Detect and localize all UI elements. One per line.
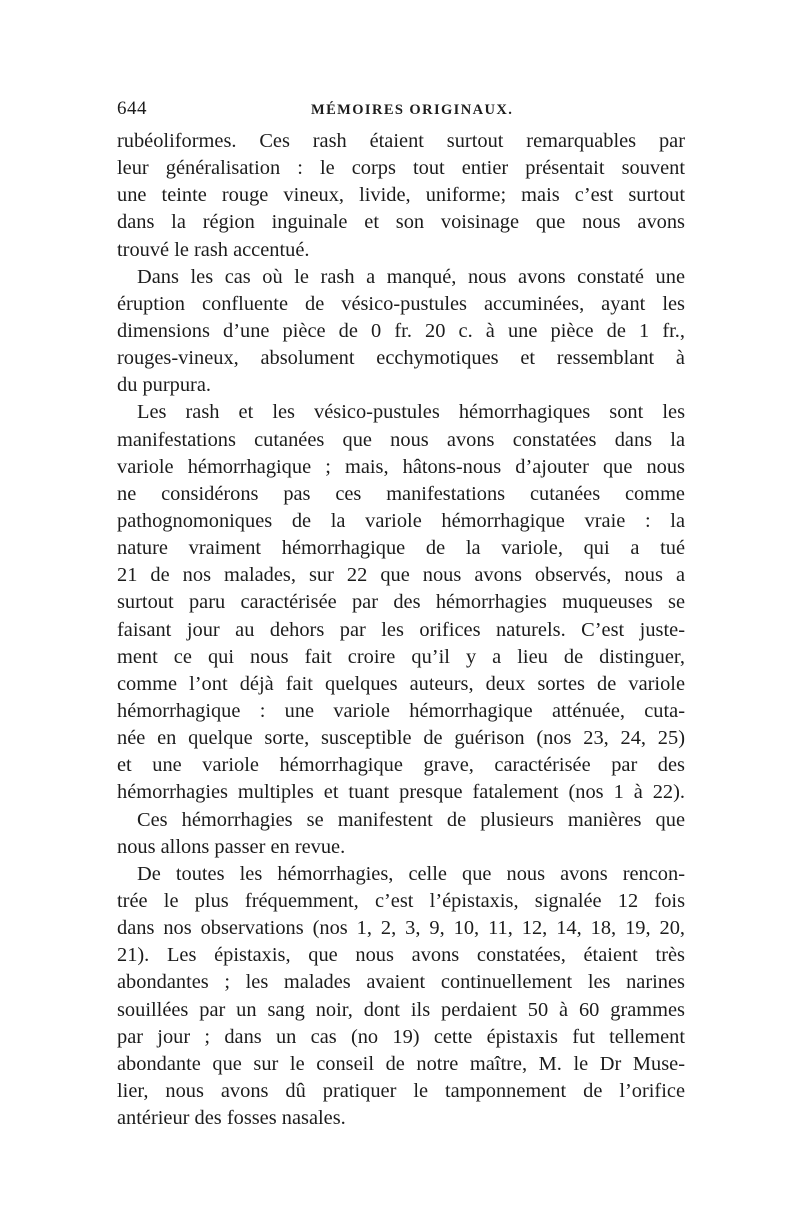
text-line: Dans les cas où le rash a manqué, nous avons constaté une (137, 265, 685, 288)
text-line: rouges-vineux, absolument ecchymotiques et ressemblant à (117, 347, 685, 370)
text-line: nature vraiment hémorrhagique de la variole, qui a tué (117, 537, 685, 560)
text-line: 21 de nos malades, sur 22 que nous avons observés, nous a (117, 564, 685, 587)
text-line: surtout paru caractérisée par des hémorrhagies muqueuses se (117, 591, 685, 614)
text-line: Les rash et les vésico-pustules hémorrhagiques sont les (137, 401, 685, 424)
text-line: variole hémorrhagique ; mais, hâtons-nous d’ajouter que nous (117, 455, 685, 478)
text-line: ne considérons pas ces manifestations cutanées comme (117, 482, 685, 505)
text-line: 21). Les épistaxis, que nous avons constatées, étaient très (117, 944, 685, 967)
text-line: trée le plus fréquemment, c’est l’épistaxis, signalée 12 fois (117, 889, 685, 912)
text-line: comme l’ont déjà fait quelques auteurs, deux sortes de variole (117, 672, 685, 695)
text-line: dans nos observations (nos 1, 2, 3, 9, 10, 11, 12, 14, 18, 19, 20, (117, 917, 685, 940)
text-line: antérieur des fosses nasales. (117, 1107, 346, 1130)
text-line: pathognomoniques de la variole hémorrhagique vraie : la (117, 509, 685, 532)
text-line: et une variole hémorrhagique grave, caractérisée par des (117, 754, 685, 777)
text-line: leur généralisation : le corps tout entier présentait souvent (117, 157, 685, 180)
text-line: lier, nous avons dû pratiquer le tamponnement de l’orifice (117, 1079, 685, 1102)
text-line: nous allons passer en revue. (117, 835, 346, 858)
text-line: Ces hémorrhagies se manifestent de plusieurs manières que (137, 808, 685, 831)
page-number: 644 (117, 98, 147, 119)
page-header (117, 96, 685, 122)
text-line: hémorrhagique : une variole hémorrhagique atténuée, cuta- (117, 699, 685, 722)
text-line: abondantes ; les malades avaient continuellement les narines (117, 971, 685, 994)
running-title: MÉMOIRES ORIGINAUX. (311, 102, 514, 118)
text-line: manifestations cutanées que nous avons constatées dans la (117, 428, 685, 451)
text-line: une teinte rouge vineux, livide, uniforme; mais c’est surtout (117, 184, 685, 207)
text-line: rubéoliformes. Ces rash étaient surtout remarquables par (117, 130, 685, 152)
text-line: De toutes les hémorrhagies, celle que nous avons rencon- (137, 862, 685, 885)
body-text (117, 128, 685, 1132)
text-line: abondante que sur le conseil de notre maître, M. le Dr Muse- (117, 1052, 685, 1075)
text-line: par jour ; dans un cas (no 19) cette épistaxis fut tellement (117, 1025, 685, 1048)
text-line: dans la région inguinale et son voisinage que nous avons (117, 211, 685, 234)
text-line: hémorrhagies multiples et tuant presque fatalement (nos 1 à 22). (117, 781, 685, 804)
text-line: dimensions d’une pièce de 0 fr. 20 c. à une pièce de 1 fr., (117, 319, 685, 342)
text-line: éruption confluente de vésico-pustules accuminées, ayant les (117, 292, 685, 315)
text-line: souillées par un sang noir, dont ils perdaient 50 à 60 grammes (117, 998, 685, 1021)
text-line: trouvé le rash accentué. (117, 238, 310, 261)
text-line: ment ce qui nous fait croire qu’il y a lieu de distinguer, (117, 645, 685, 668)
text-line: faisant jour au dehors par les orifices naturels. C’est juste- (117, 618, 685, 641)
text-line: née en quelque sorte, susceptible de guérison (nos 23, 24, 25) (117, 727, 685, 750)
text-line: du purpura. (117, 374, 211, 397)
